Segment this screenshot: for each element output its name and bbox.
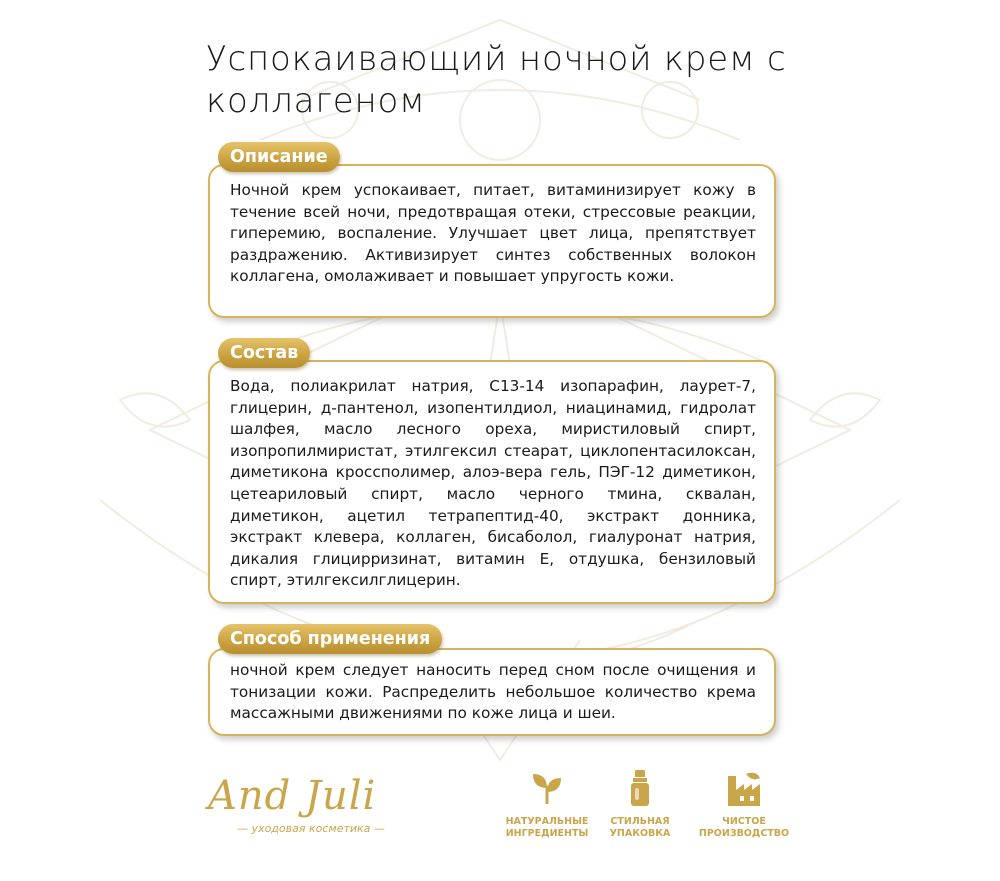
factory-icon xyxy=(724,768,764,808)
feature-production xyxy=(689,768,799,840)
composition-text: Вода, полиакрилат натрия, С13-14 изопарафин, лаурет-7, глицерин, д-пантенол, изопентилдиол, ниацинамид, гидролат шалфея, масло лесного ореха, миристиловый спирт, изопропилмиристат, этилгексил стеарат, циклопентасилоксан, диметикона кроссполимер, алоэ-вера гель, ПЭГ-12 диметикон, цетеариловый спирт, масло черного тмина, сквалан, диметикон, ацетил тетрапептид-40, экстракт донника, экстракт клевера, коллаген, бисаболол, гиалуронат натрия, дикалия глицирризинат, витамин Е, отдушка, бензиловый спирт, этилгексилглицерин. xyxy=(230,377,756,590)
description-heading: Описание xyxy=(218,142,340,172)
composition-card xyxy=(208,360,776,604)
feature-packaging xyxy=(585,768,695,840)
usage-heading: Способ применения xyxy=(218,624,442,654)
feature-packaging-label: СТИЛЬНАЯ УПАКОВКА xyxy=(609,816,671,839)
brand-tagline: — уходовая косметика — xyxy=(237,822,385,835)
bottle-icon xyxy=(620,768,660,808)
description-card xyxy=(208,164,776,318)
feature-natural-label: НАТУРАЛЬНЫЕ ИНГРЕДИЕНТЫ xyxy=(505,816,589,839)
feature-production-label: ЧИСТОЕ ПРОИЗВОДСТВО xyxy=(698,816,790,839)
composition-heading: Состав xyxy=(218,338,310,368)
usage-card xyxy=(208,648,776,736)
page-title: Успокаивающий ночной крем с коллагеном xyxy=(206,39,787,121)
brand-logo xyxy=(206,772,406,842)
brand-name: And Juli xyxy=(208,773,377,819)
description-text: Ночной крем успокаивает, питает, витаминизирует кожу в течение всей ночи, предотвращая отеки, стрессовые реакции, гиперемию, воспаление. Улучшает цвет лица, препятствует раздражению. Активизирует синтез собственных волокон коллагена, омолаживает и повышает упругость кожи. xyxy=(230,181,756,286)
leaf-icon xyxy=(527,768,567,808)
usage-text: ночной крем следует наносить перед сном после очищения и тонизации кожи. Распределить небольшое количество крема массажными движениями по коже лица и шеи. xyxy=(230,661,756,723)
